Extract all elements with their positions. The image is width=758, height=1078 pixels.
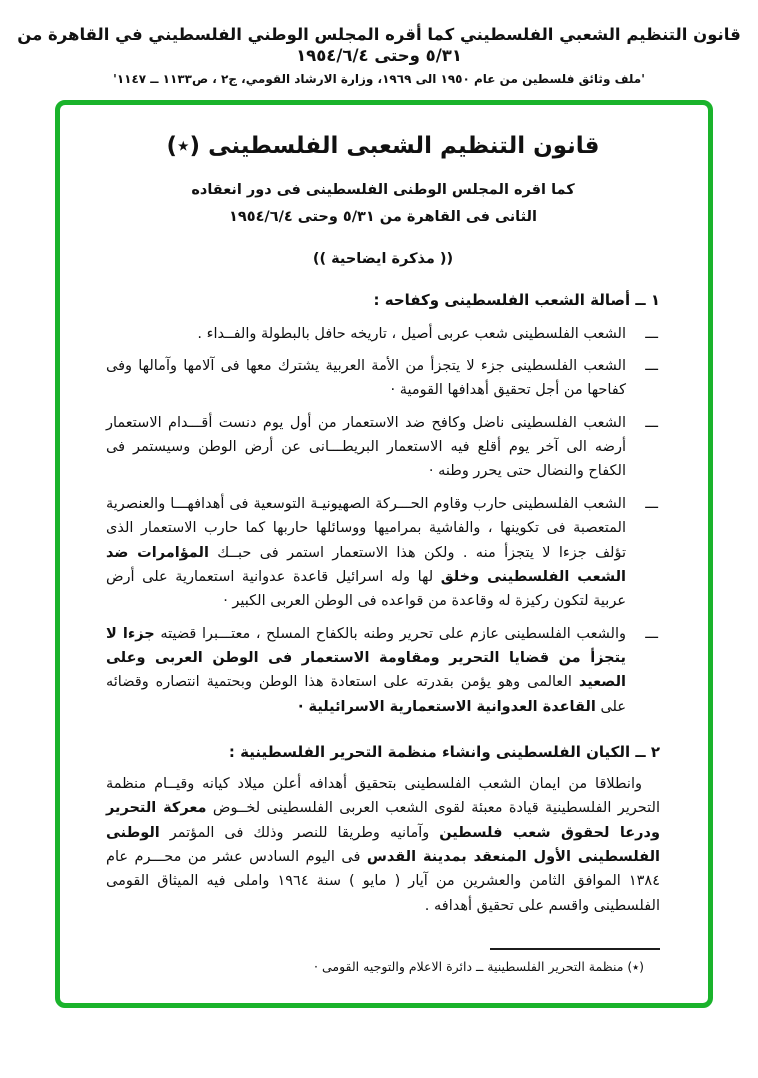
list-item (106, 411, 660, 484)
bullet-text-bold: جزءا لا يتجزأ من قضايا التحرير ومقاومة الاستعمار فى الوطن العربى وعلى الصعيد (106, 625, 626, 691)
section1-heading: ١ ــ أصالة الشعب الفلسطينى وكفاحه : (373, 290, 660, 309)
paragraph-text-bold: معركة التحرير ودرعا لحقوق شعب فلسطين (106, 800, 660, 841)
green-border-frame (55, 100, 713, 1008)
list-item (106, 354, 660, 403)
bullet-text: الشعب الفلسطينى ناضل وكافح ضد الاستعمار من أول يوم دنست أقـــدام الاستعمار أرضه الى آخر يوم أقلع فيه الاستعمار البريطـــانى عن أرض الوطن وسيستمر فى الكفاح والنضال حتى يحرر وطنه · (106, 414, 626, 480)
bullet-text-bold: المؤامرات ضد الشعب الفلسطينى وخلق (106, 544, 626, 585)
footnote-separator (490, 948, 660, 950)
bullet-text: العالمى وهو يؤمن بقدرته على استعادة هذا الوطن وبحتمية انتصاره وقضائه على (106, 674, 626, 715)
list-item (106, 492, 660, 614)
subtitle-line1: كما اقره المجلس الوطنى الفلسطينى فى دور انعقاده (191, 182, 575, 198)
paragraph-text: وآمانيه وطريقا للنصر وذلك فى المؤتمر (159, 824, 440, 841)
section1-bullet-list (106, 322, 660, 719)
bullet-text: الشعب الفلسطينى جزء لا يتجزأ من الأمة العربية يشترك معها فى آلامها وآمالها وفى كفاحها من أجل تحقيق أهدافها القومية · (106, 357, 626, 399)
bullet-text: الشعب الفلسطينى حارب وقاوم الحـــركة الصهيونيـة التوسعية فى أهدافهـــا والعنصرية المتعصبة فى تكوينها ، والفاشية بمراميها ووسائلها حاربها كما حارب الاستعمار الذى تؤلف جزءا لا يتجزأ منه . ولكن هذا الاستعمار استمر فى حبــك (106, 495, 627, 561)
bullet-text: الشعب الفلسطينى شعب عربى أصيل ، تاريخه حافل بالبطولة والفــداء . (197, 325, 626, 342)
running-title-line2: 'ملف وثائق فلسطين من عام ١٩٥٠ الى ١٩٦٩، وزارة الارشاد القومي، ج٢ ، ص١١٣٣ ــ ١١٤٧' (113, 71, 645, 86)
bullet-text: لها وله اسرائيل قاعدة عدوانية استعمارية على أرض عربية لتكون ركيزة له وقاعدة من قواعده فى الوطن العربى الكبير · (106, 568, 626, 610)
footnote: (٭) منظمة التحرير الفلسطينية ــ دائرة الاعلام والتوجيه القومى · (314, 959, 644, 975)
bullet-text-bold: القاعدة العدوانية الاستعمارية الاسرائيلية · (297, 698, 596, 715)
dash-marker: ـــ (645, 625, 658, 642)
dash-marker: ـــ (645, 414, 658, 431)
list-item (106, 622, 660, 719)
paragraph-text: وانطلاقا من ايمان الشعب الفلسطينى بتحقيق أهدافه أعلن ميلاد كيانه وقيــام منظمة التحرير الفلسطينية قيادة معبئة لقوى الشعب العربى الفلسطينى لخــوض (106, 776, 660, 817)
dash-marker: ـــ (645, 357, 658, 374)
page-header (0, 0, 758, 86)
section2-heading: ٢ ــ الكيان الفلسطينى وانشاء منظمة التحرير الفلسطينية : (228, 743, 660, 762)
dash-marker: ـــ (645, 325, 658, 342)
dash-marker: ـــ (645, 495, 658, 512)
list-item (106, 322, 660, 346)
paragraph-text-bold: الوطنى الفلسطينى الأول المنعقد بمدينة القدس (106, 824, 660, 866)
document-body (60, 105, 708, 1003)
document-title: قانون التنظيم الشعبى الفلسطينى (٭) (166, 133, 600, 159)
subtitle-line2: الثانى فى القاهرة من ٥/٣١ وحتى ١٩٥٤/٦/٤ (229, 208, 537, 225)
paragraph-text: فى اليوم السادس عشر من محـــرم عام ١٣٨٤ الموافق الثامن والعشرين من آيار ( مايو ) سنة ١٩٦٤ واملى فيه الميثاق القومى الفلسطينى واقسم على تحقيق أهدافه . (106, 849, 661, 914)
memo-label: (( مذكرة ايضاحية )) (312, 250, 454, 267)
running-title-line1: قانون التنظيم الشعبي الفلسطيني كما أقره المجلس الوطني الفلسطيني في القاهرة من ٥/٣١ وحتى ١٩٥٤/٦/٤ (17, 25, 741, 66)
bullet-text: والشعب الفلسطينى عازم على تحرير وطنه بالكفاح المسلح ، معتـــبرا قضيته (154, 625, 626, 642)
section2-paragraph (106, 772, 660, 918)
document-subtitle (106, 177, 660, 231)
